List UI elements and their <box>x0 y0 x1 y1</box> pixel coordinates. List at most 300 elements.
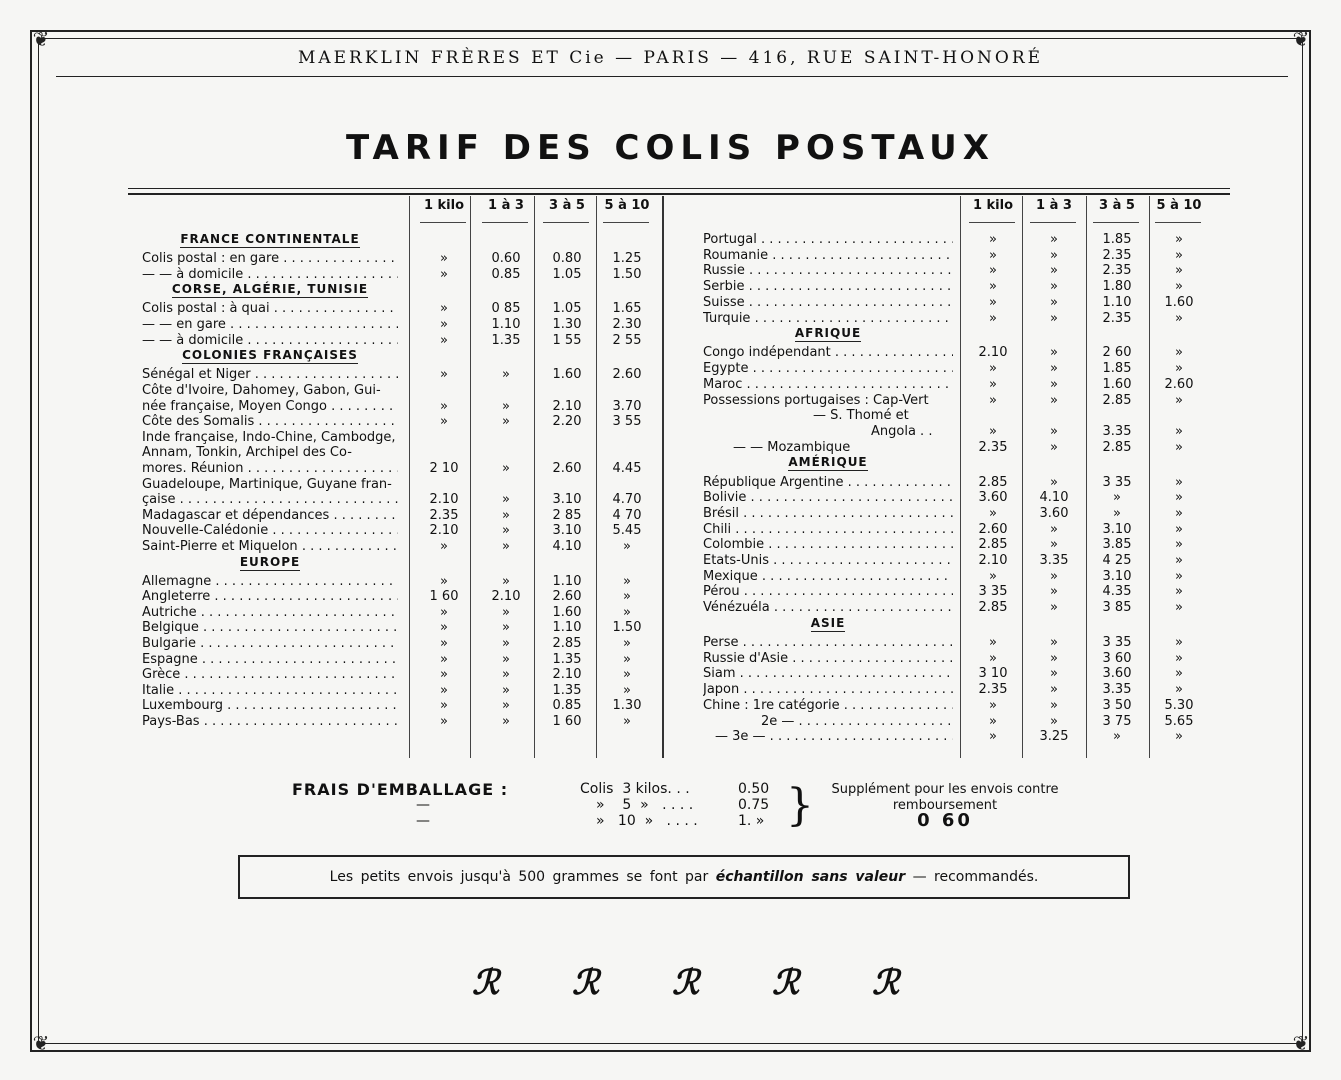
rate-cell: 2.85 <box>978 537 1008 553</box>
row-label: Russie d'Asie . . . <box>703 651 953 667</box>
rate-cell: » <box>502 714 510 729</box>
rate-cell: » <box>440 667 448 683</box>
rate-cell: 3 35 <box>1102 635 1132 650</box>
row-label: Bolivie . . . <box>703 490 953 506</box>
rate-cell: 2.35 <box>1102 310 1132 326</box>
rate-cell: » <box>1175 635 1183 650</box>
rate-cell: 2.30 <box>612 317 642 332</box>
rate-cell: » <box>440 367 448 383</box>
rate-cell: » <box>502 604 510 620</box>
column-header-rule <box>1030 222 1076 223</box>
table-row <box>0 263 1341 279</box>
ornament-icon: ℛ <box>572 963 600 1003</box>
rate-cell: 5.30 <box>1164 697 1194 713</box>
rate-cell: 3 85 <box>1102 600 1132 616</box>
table-row <box>0 698 1341 714</box>
brace-icon: } <box>786 780 814 831</box>
row-label: 2e — . . . <box>761 714 953 730</box>
row-label: Inde française, Indo-Chine, Cambodge, <box>142 429 396 445</box>
rate-cell: » <box>1175 310 1183 326</box>
rate-cell: » <box>623 573 631 589</box>
rate-cell: 2.10 <box>552 667 582 683</box>
row-label: Angola . . <box>871 423 933 439</box>
section-heading-label: EUROPE <box>239 554 301 569</box>
rate-cell: » <box>1050 279 1058 295</box>
row-label: Italie . . . <box>142 683 398 699</box>
rate-cell: » <box>623 682 631 698</box>
rate-cell: » <box>1175 490 1183 506</box>
rate-cell: » <box>1050 423 1058 439</box>
section-heading-label: CORSE, ALGÉRIE, TUNISIE <box>171 282 369 297</box>
rate-cell: 1.05 <box>552 266 582 282</box>
ornament-icon: ℛ <box>872 963 900 1003</box>
rate-cell: 2.10 <box>429 492 459 508</box>
rate-cell: 2.60 <box>552 589 582 605</box>
note-box <box>238 855 1130 899</box>
rate-cell: » <box>989 232 997 247</box>
table-row <box>0 248 1341 264</box>
rate-cell: » <box>440 573 448 589</box>
row-label: Japon . . . <box>703 682 953 698</box>
rate-cell: 3.85 <box>1102 537 1132 553</box>
rate-cell: 1.10 <box>552 573 582 589</box>
rate-cell: » <box>1050 682 1058 698</box>
rate-cell: 1 55 <box>552 332 582 348</box>
rate-cell: » <box>502 573 510 589</box>
rate-cell: » <box>989 392 997 408</box>
rate-cell: » <box>623 604 631 620</box>
rate-cell: » <box>502 398 510 414</box>
rate-cell: » <box>989 568 997 584</box>
table-row <box>0 279 1341 295</box>
rate-cell: » <box>623 589 631 605</box>
column-header: 1 à 3 <box>1036 198 1072 213</box>
rate-cell: » <box>623 651 631 667</box>
rate-cell: 2.35 <box>978 682 1008 698</box>
rate-cell: » <box>1050 650 1058 666</box>
table-row <box>0 424 1341 440</box>
rate-cell: » <box>1175 505 1183 521</box>
rate-cell: » <box>440 604 448 620</box>
rate-cell: » <box>1175 584 1183 600</box>
rate-cell: 2 55 <box>612 332 642 348</box>
rate-cell: 2.60 <box>552 460 582 476</box>
rate-cell: 2.10 <box>978 345 1008 361</box>
rate-cell: » <box>1175 650 1183 666</box>
rate-cell: 3.10 <box>552 523 582 539</box>
table-row <box>0 490 1341 506</box>
row-label: — — Mozambique <box>733 439 851 455</box>
row-label: Brésil . . . <box>703 506 953 522</box>
frais-prefix: — <box>416 797 430 813</box>
rate-cell: » <box>1050 713 1058 729</box>
corner-ornament-icon: ❦ <box>1292 1031 1310 1055</box>
rate-cell: 1.10 <box>1102 294 1132 310</box>
rate-cell: » <box>502 507 510 523</box>
row-label: Russie . . . <box>703 263 953 279</box>
rate-cell: » <box>502 523 510 539</box>
rate-cell: 1.50 <box>612 620 642 636</box>
table-row <box>0 537 1341 553</box>
section-heading <box>703 616 953 631</box>
page-title: TARIF DES COLIS POSTAUX <box>346 128 995 168</box>
table-row <box>0 729 1341 745</box>
rate-cell: 3.10 <box>1102 521 1132 537</box>
rate-cell: » <box>502 651 510 667</box>
rate-cell: » <box>1175 600 1183 616</box>
rate-cell: » <box>502 682 510 698</box>
rate-cell: » <box>1050 584 1058 600</box>
corner-ornament-icon: ❦ <box>32 1031 50 1055</box>
frais-price: 1. » <box>738 813 765 829</box>
rate-cell: » <box>1175 279 1183 295</box>
rate-cell: » <box>1050 294 1058 310</box>
rate-cell: 1.30 <box>552 317 582 332</box>
rate-cell: 1.10 <box>491 317 521 332</box>
row-label: Egypte . . . <box>703 361 953 377</box>
rate-cell: » <box>989 247 997 263</box>
table-row <box>0 666 1341 682</box>
rate-cell: » <box>502 698 510 714</box>
rate-cell: » <box>440 414 448 430</box>
header-rule <box>56 76 1288 77</box>
rate-cell: » <box>502 367 510 383</box>
column-header-rule <box>543 222 589 223</box>
column-header: 1 à 3 <box>488 198 524 213</box>
rate-cell: 3 50 <box>1102 697 1132 713</box>
table-row <box>0 393 1341 409</box>
table-row <box>0 232 1341 248</box>
rate-cell: » <box>502 620 510 636</box>
rate-cell: 2 85 <box>552 507 582 523</box>
table-row <box>0 600 1341 616</box>
table-row <box>0 408 1341 424</box>
row-label: — — à domicile . . . <box>142 267 398 283</box>
rate-cell: 0.85 <box>552 698 582 714</box>
rate-cell: 1.35 <box>491 332 521 348</box>
rate-cell: » <box>440 317 448 332</box>
rate-cell: 3.35 <box>1102 423 1132 439</box>
frais-price: 0.50 <box>738 781 770 797</box>
rate-cell: » <box>1050 600 1058 616</box>
rate-cell: » <box>1175 263 1183 279</box>
rate-cell: 2.85 <box>552 636 582 651</box>
rate-cell: 4 25 <box>1102 553 1132 568</box>
rate-cell: 2.35 <box>1102 263 1132 279</box>
column-header: 3 à 5 <box>1099 198 1135 213</box>
column-header-rule <box>482 222 528 223</box>
ornament-icon: ℛ <box>472 963 500 1003</box>
rate-cell: » <box>623 667 631 683</box>
row-label: Perse . . . <box>703 635 953 651</box>
rate-cell: » <box>1175 553 1183 568</box>
row-label: Siam . . . <box>703 666 953 682</box>
rate-cell: 0 85 <box>491 301 521 317</box>
rate-cell: 1 60 <box>429 589 459 605</box>
rate-cell: » <box>989 361 997 377</box>
row-label: Nouvelle-Calédonie . . . <box>142 523 398 539</box>
rate-cell: » <box>440 698 448 714</box>
row-label: Colombie . . . <box>703 537 953 553</box>
supplement-value: 0 60 <box>917 810 973 831</box>
table-row <box>0 440 1341 456</box>
table-row <box>0 714 1341 730</box>
row-label: Allemagne . . . <box>142 574 398 590</box>
rate-cell: 3.60 <box>978 490 1008 506</box>
rate-cell: » <box>989 505 997 521</box>
column-header-rule <box>1093 222 1139 223</box>
rate-cell: 1.35 <box>552 682 582 698</box>
rate-cell: » <box>989 635 997 650</box>
rate-cell: 1.85 <box>1102 232 1132 247</box>
frais-item: » 5 » . . . . <box>596 797 694 813</box>
rate-cell: 1.65 <box>612 301 642 317</box>
row-label: née française, Moyen Congo . . . <box>142 399 398 415</box>
table-row <box>0 651 1341 667</box>
rate-cell: » <box>1050 439 1058 455</box>
column-header-rule <box>420 222 466 223</box>
rate-cell: » <box>989 376 997 392</box>
table-row <box>0 361 1341 377</box>
table-row <box>0 569 1341 585</box>
rate-cell: » <box>440 266 448 282</box>
table-row <box>0 345 1341 361</box>
note-text-end: — recommandés. <box>912 869 1039 885</box>
rate-cell: » <box>1050 474 1058 490</box>
rate-cell: » <box>989 729 997 745</box>
frais-item: » 10 » . . . . <box>596 813 698 829</box>
table-row <box>0 475 1341 491</box>
corner-ornament-icon: ❦ <box>32 27 50 51</box>
rate-cell: » <box>440 620 448 636</box>
table-row <box>0 295 1341 311</box>
row-label: Luxembourg . . . <box>142 698 398 714</box>
note-text: Les petits envois jusqu'à 500 grammes se font par <box>329 869 709 885</box>
rate-cell: 1.60 <box>1102 376 1132 392</box>
rate-cell: 1.80 <box>1102 279 1132 295</box>
rate-cell: 3.70 <box>612 398 642 414</box>
rate-cell: 1 60 <box>552 714 582 729</box>
column-header: 1 kilo <box>423 198 465 213</box>
rate-cell: 4 70 <box>612 507 642 523</box>
row-label: Pérou . . . <box>703 584 953 600</box>
rate-cell: » <box>1175 361 1183 377</box>
column-header: 1 kilo <box>972 198 1014 213</box>
rate-cell: 2.10 <box>429 523 459 539</box>
rate-cell: 2.85 <box>978 474 1008 490</box>
rate-cell: 3.60 <box>1039 505 1069 521</box>
ornament-icon: ℛ <box>772 963 800 1003</box>
table-row <box>0 620 1341 636</box>
rate-cell: » <box>1175 666 1183 682</box>
section-heading-label: FRANCE CONTINENTALE <box>180 232 360 246</box>
rate-cell: 1.60 <box>552 604 582 620</box>
rate-cell: 5.65 <box>1164 713 1194 729</box>
rate-cell: 3.35 <box>1039 553 1069 568</box>
row-label: Portugal . . . <box>703 232 953 248</box>
frais-title: FRAIS D'EMBALLAGE : <box>292 780 509 799</box>
rate-cell: » <box>1050 666 1058 682</box>
rate-cell: 4.45 <box>612 460 642 476</box>
rate-cell: » <box>1050 345 1058 361</box>
rate-cell: 1.35 <box>552 651 582 667</box>
rate-cell: » <box>1050 392 1058 408</box>
rate-cell: » <box>989 650 997 666</box>
rate-cell: 0.80 <box>552 251 582 267</box>
row-label: Chili . . . <box>703 522 953 538</box>
row-label: Madagascar et dépendances . . . <box>142 508 398 524</box>
rate-cell: 2 60 <box>1102 345 1132 361</box>
rate-cell: 1.05 <box>552 301 582 317</box>
row-label: — S. Thomé et <box>813 408 909 424</box>
rate-cell: 3 75 <box>1102 713 1132 729</box>
rate-cell: 1.30 <box>612 698 642 714</box>
table-row <box>0 522 1341 538</box>
rate-cell: » <box>440 538 448 554</box>
rate-cell: » <box>1050 537 1058 553</box>
rate-cell: » <box>440 251 448 267</box>
rate-cell: 2.60 <box>978 521 1008 537</box>
row-label: Sénégal et Niger . . . <box>142 367 398 383</box>
rate-cell: 4.10 <box>552 538 582 554</box>
row-label: Grèce . . . <box>142 667 398 683</box>
rate-cell: 1.10 <box>552 620 582 636</box>
rate-cell: » <box>1175 568 1183 584</box>
rate-cell: » <box>440 682 448 698</box>
section-heading-label: ASIE <box>810 615 846 630</box>
rate-cell: » <box>989 279 997 295</box>
row-label: Pays-Bas . . . <box>142 714 398 730</box>
section-heading-label: AMÉRIQUE <box>788 455 868 470</box>
table-row <box>0 584 1341 600</box>
rate-cell: 4.35 <box>1102 584 1132 600</box>
rate-cell: 4.70 <box>612 492 642 508</box>
row-label: Roumanie . . . <box>703 248 953 264</box>
column-header: 5 à 10 <box>1156 198 1202 213</box>
table-row <box>0 377 1341 393</box>
rate-cell: » <box>502 492 510 508</box>
rate-cell: » <box>989 713 997 729</box>
row-label: Congo indépendant . . . <box>703 345 953 361</box>
rate-cell: » <box>440 636 448 651</box>
rate-cell: » <box>1050 697 1058 713</box>
ornament-icon: ℛ <box>672 963 700 1003</box>
rate-cell: 2.85 <box>1102 392 1132 408</box>
row-label: Serbie . . . <box>703 279 953 295</box>
rate-cell: » <box>440 398 448 414</box>
rate-cell: » <box>502 538 510 554</box>
row-label: Espagne . . . <box>142 652 398 668</box>
rate-cell: » <box>1050 310 1058 326</box>
rate-cell: » <box>1050 568 1058 584</box>
rate-cell: » <box>502 636 510 651</box>
rate-cell: » <box>623 538 631 554</box>
rate-cell: 3 60 <box>1102 650 1132 666</box>
rate-cell: » <box>623 714 631 729</box>
rate-cell: » <box>1175 423 1183 439</box>
rate-cell: » <box>1175 247 1183 263</box>
column-header: 5 à 10 <box>604 198 650 213</box>
rate-cell: » <box>1175 439 1183 455</box>
column-header-rule <box>1155 222 1201 223</box>
rate-cell: 2.20 <box>552 414 582 430</box>
row-label: République Argentine . . . <box>703 475 953 491</box>
row-label: Bulgarie . . . <box>142 636 398 652</box>
rate-cell: 1.85 <box>1102 361 1132 377</box>
column-header-rule <box>603 222 649 223</box>
rate-cell: 0.60 <box>491 251 521 267</box>
rate-cell: 3 35 <box>1102 474 1132 490</box>
rate-cell: » <box>989 294 997 310</box>
rate-cell: » <box>440 714 448 729</box>
row-label: Autriche . . . <box>142 605 398 621</box>
rate-cell: » <box>1050 263 1058 279</box>
row-label: mores. Réunion . . . <box>142 461 398 477</box>
rate-cell: » <box>1050 376 1058 392</box>
rate-cell: » <box>440 651 448 667</box>
rate-cell: 1.60 <box>552 367 582 383</box>
table-row <box>0 682 1341 698</box>
row-label: Turquie . . . <box>703 311 953 327</box>
title-rule <box>128 193 1230 195</box>
rate-cell: » <box>989 310 997 326</box>
rate-cell: 2.10 <box>491 589 521 605</box>
rate-cell: 2.35 <box>429 507 459 523</box>
rate-cell: 3 35 <box>978 584 1008 600</box>
frais-price: 0.75 <box>738 797 770 813</box>
rate-cell: » <box>989 697 997 713</box>
rate-cell: » <box>623 636 631 651</box>
row-label: Chine : 1re catégorie . . . <box>703 698 953 714</box>
rate-cell: » <box>502 460 510 476</box>
table-row <box>0 311 1341 327</box>
title-rule <box>128 188 1230 189</box>
rate-cell: » <box>1113 490 1121 506</box>
rate-cell: » <box>989 423 997 439</box>
rate-cell: » <box>1050 635 1058 650</box>
column-header: 3 à 5 <box>549 198 585 213</box>
rate-cell: » <box>1175 521 1183 537</box>
rate-cell: » <box>1050 232 1058 247</box>
row-label: Colis postal : à quai . . . <box>142 301 398 317</box>
frais-item: Colis 3 kilos. . . <box>580 781 690 797</box>
rate-cell: » <box>1175 232 1183 247</box>
row-label: — — à domicile . . . <box>142 333 398 349</box>
row-label: Suisse . . . <box>703 295 953 311</box>
rate-cell: » <box>1175 474 1183 490</box>
rate-cell: 2.85 <box>978 600 1008 616</box>
supplement-label: Supplément pour les envois contre remboursement <box>831 782 1059 813</box>
rate-cell: 2.85 <box>1102 439 1132 455</box>
section-heading <box>703 326 953 341</box>
rate-cell: 3.60 <box>1102 666 1132 682</box>
row-label: Côte d'Ivoire, Dahomey, Gabon, Gui- <box>142 382 381 398</box>
rate-cell: » <box>1175 392 1183 408</box>
rate-cell: 0.85 <box>491 266 521 282</box>
row-label: Saint-Pierre et Miquelon . . . <box>142 539 398 555</box>
row-label: Belgique . . . <box>142 620 398 636</box>
rate-cell: 4.10 <box>1039 490 1069 506</box>
row-label: Mexique . . . <box>703 569 953 585</box>
table-row <box>0 553 1341 569</box>
rate-cell: » <box>1050 361 1058 377</box>
corner-ornament-icon: ❦ <box>1292 27 1310 51</box>
rate-cell: » <box>1113 729 1121 745</box>
page-header: MAERKLIN FRÈRES ET Cie — PARIS — 416, RUE SAINT-HONORÉ <box>297 48 1044 68</box>
rate-cell: » <box>1175 682 1183 698</box>
row-label: çaise . . . <box>142 492 398 508</box>
rate-cell: 3.10 <box>552 492 582 508</box>
